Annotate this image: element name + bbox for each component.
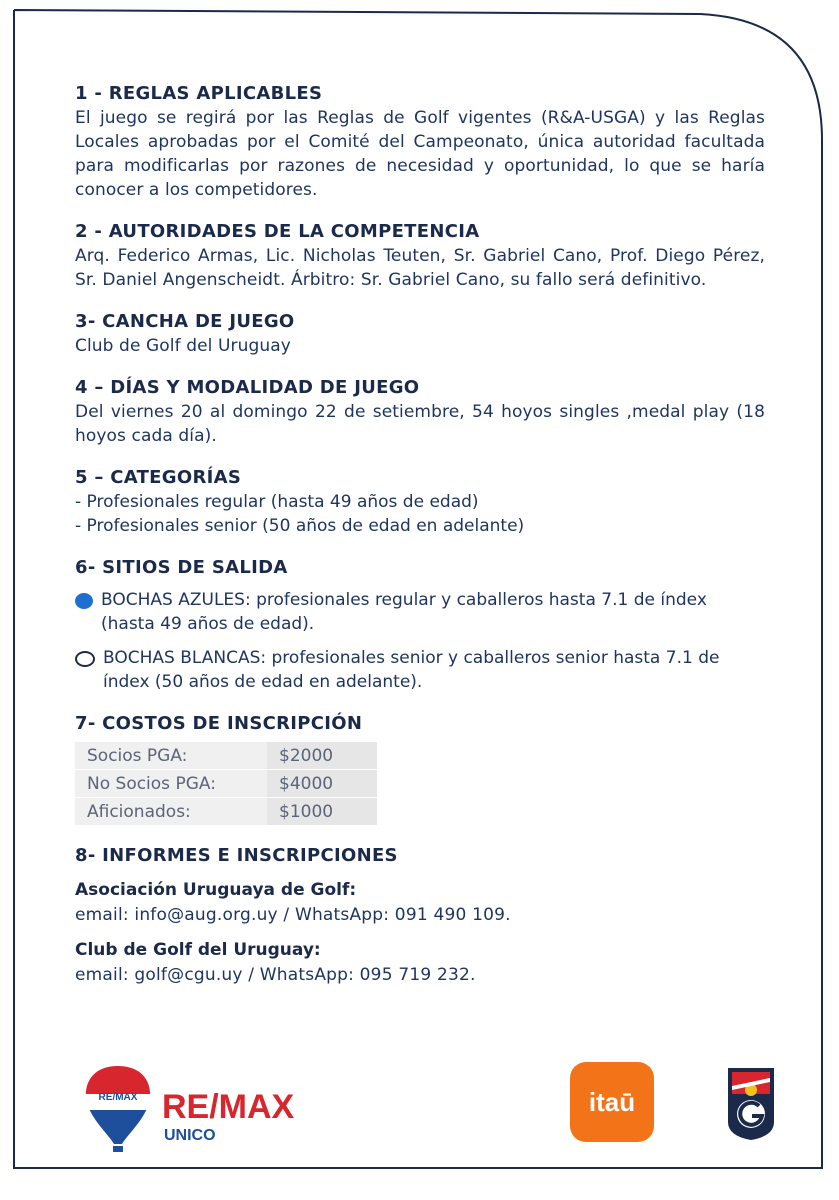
cgu-name: Club de Golf del Uruguay: [75, 940, 321, 960]
remax-logo [82, 1060, 322, 1160]
cost-label: Aficionados: [75, 798, 267, 826]
section-heading: 7- COSTOS DE INSCRIPCIÓN [75, 713, 363, 734]
section-costs [75, 712, 765, 826]
section-heading: 1 - REGLAS APLICABLES [75, 83, 323, 104]
section-body: Club de Golf del Uruguay [75, 336, 291, 356]
table-row [75, 742, 377, 770]
section-body: Del viernes 20 al domingo 22 de setiembre, 54 hoyos singles ,medal play (18 hoyos cada día). [75, 402, 765, 446]
cost-label: No Socios PGA: [75, 770, 267, 798]
section-heading: 6- SITIOS DE SALIDA [75, 557, 288, 578]
section-course [75, 310, 765, 358]
cost-label: Socios PGA: [75, 742, 267, 770]
cost-value: $4000 [267, 770, 377, 798]
regulations-content [75, 82, 765, 1006]
balloon-text: RE/MAX [98, 1092, 138, 1103]
category-item: - Profesionales senior (50 años de edad en adelante) [75, 516, 525, 536]
section-categories [75, 466, 765, 538]
blue-dot-icon [75, 593, 93, 609]
section-rules [75, 82, 765, 202]
section-heading: 5 – CATEGORÍAS [75, 467, 242, 488]
category-item: - Profesionales regular (hasta 49 años de edad) [75, 492, 479, 512]
table-row [75, 798, 377, 826]
costs-table [75, 742, 377, 826]
section-heading: 3- CANCHA DE JUEGO [75, 311, 295, 332]
tee-white-text: BOCHAS BLANCAS: profesionales senior y caballeros senior hasta 7.1 de índex (50 años de edad en adelante). [103, 648, 720, 692]
section-body: El juego se regirá por las Reglas de Golf vigentes (R&A-USGA) y las Reglas Locales aprobadas por el Comité del Campeonato, única autoridad facultada para modificarlas por razones de necesidad y oportunidad, lo que se haría conocer a los competidores. [75, 108, 765, 200]
white-circle-icon [75, 651, 95, 667]
section-body: Arq. Federico Armas, Lic. Nicholas Teuten, Sr. Gabriel Cano, Prof. Diego Pérez, Sr. Daniel Angenscheidt. Árbitro: Sr. Gabriel Cano, su fallo será definitivo. [75, 246, 765, 290]
cgu-crest-logo [726, 1066, 776, 1142]
aug-name: Asociación Uruguaya de Golf: [75, 880, 357, 900]
tee-blue [75, 588, 765, 636]
aug-contact[interactable]: email: info@aug.org.uy / WhatsApp: 091 490 109. [75, 905, 511, 925]
section-info [75, 844, 765, 988]
cost-value: $2000 [267, 742, 377, 770]
tee-white [75, 646, 765, 694]
balloon-icon [82, 1060, 162, 1150]
section-tees [75, 556, 765, 694]
remax-wordmark: RE/MAX [162, 1088, 295, 1126]
cost-value: $1000 [267, 798, 377, 826]
section-authorities [75, 220, 765, 292]
itau-wordmark: itaū [588, 1086, 636, 1117]
section-heading: 8- INFORMES E INSCRIPCIONES [75, 845, 398, 866]
remax-sub: UNICO [164, 1127, 216, 1144]
table-row [75, 770, 377, 798]
section-heading: 2 - AUTORIDADES DE LA COMPETENCIA [75, 221, 480, 242]
section-days [75, 376, 765, 448]
section-heading: 4 – DÍAS Y MODALIDAD DE JUEGO [75, 377, 420, 398]
cgu-contact[interactable]: email: golf@cgu.uy / WhatsApp: 095 719 232. [75, 965, 476, 985]
itau-logo [570, 1062, 654, 1142]
tee-blue-text: BOCHAS AZULES: profesionales regular y caballeros hasta 7.1 de índex (hasta 49 años de edad). [101, 590, 707, 634]
